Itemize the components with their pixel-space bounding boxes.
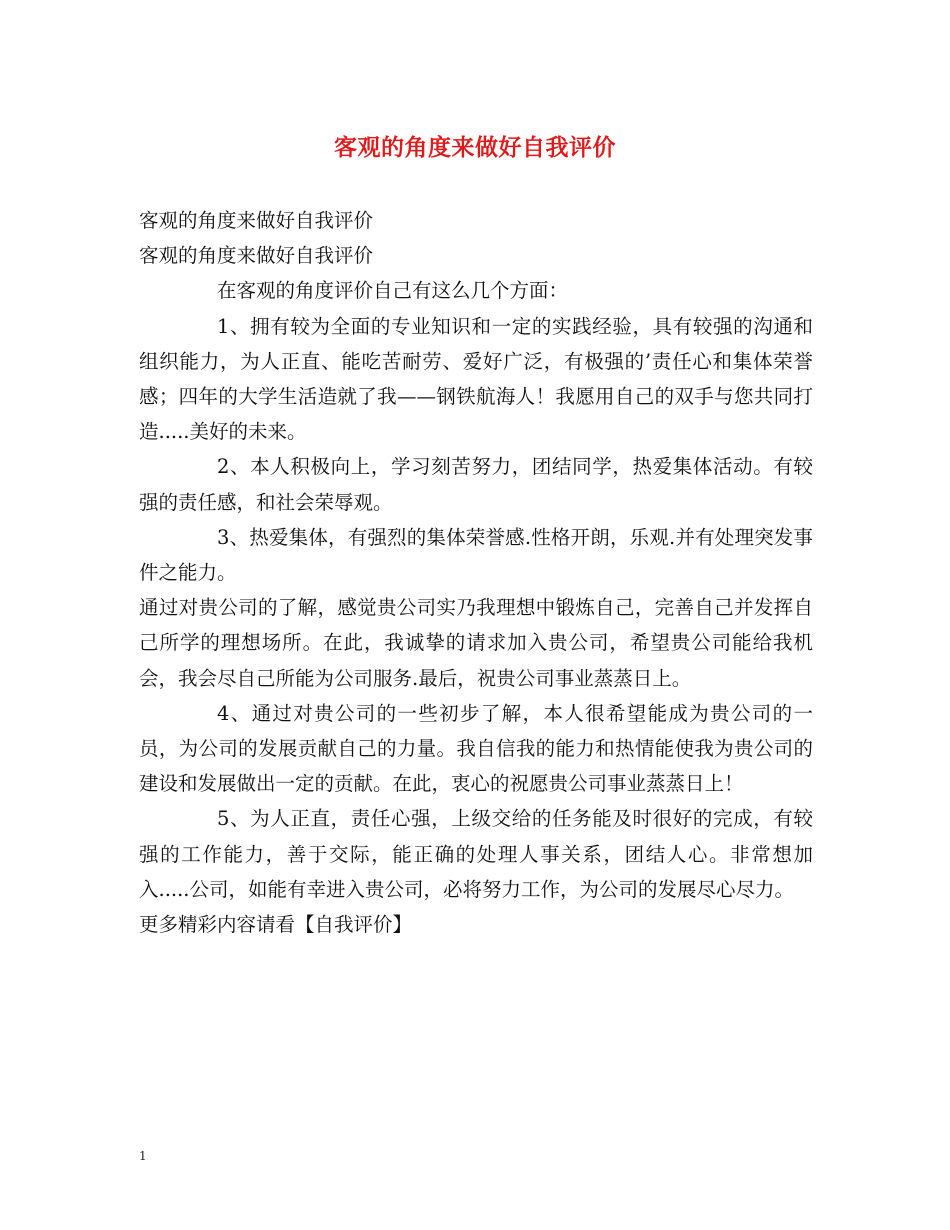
- paragraph-point-4: 4、通过对贵公司的一些初步了解，本人很希望能成为贵公司的一员，为公司的发展贡献自己的力量。我自信我的能力和热情能使我为贵公司的建设和发展做出一定的贡献。在此，衷心的祝愿贵公司事业蒸蒸日上！: [139, 701, 813, 796]
- paragraph-intro: 在客观的角度评价自己有这么几个方面：: [217, 279, 569, 303]
- paragraph-point-2: 2、本人积极向上，学习刻苦努力，团结同学，热爱集体活动。有较强的责任感，和社会荣辱观。: [139, 455, 813, 514]
- document-title: 客观的角度来做好自我评价: [334, 134, 616, 161]
- more-content-link[interactable]: 更多精彩内容请看【自我评价】: [139, 913, 413, 937]
- page-number: 1: [139, 1149, 147, 1163]
- paragraph-point-5: 5、为人正直，责任心强，上级交给的任务能及时很好的完成，有较强的工作能力，善于交际，能正确的处理人事关系，团结人心。非常想加入.....公司，如能有幸进入贵公司，必将努力工作，为公司的发展尽心尽力。: [139, 807, 813, 901]
- paragraph-point-1: 1、拥有较为全面的专业知识和一定的实践经验，具有较强的沟通和组织能力，为人正直、能吃苦耐劳、爱好广泛，有极强的’责任心和集体荣誉感；四年的大学生活造就了我——钢铁航海人！我愿用自己的双手与您共同打造.....美好的未来。: [139, 314, 813, 444]
- paragraph-heading-2: 客观的角度来做好自我评价: [139, 244, 374, 268]
- paragraph-heading-1: 客观的角度来做好自我评价: [139, 209, 374, 232]
- paragraph-company: 通过对贵公司的了解，感觉贵公司实乃我理想中锻炼自己，完善自己并发挥自己所学的理想场所。在此，我诚挚的请求加入贵公司，希望贵公司能给我机会，我会尽自己所能为公司服务.最后，祝贵公司事业蒸蒸日上。: [139, 596, 813, 690]
- paragraph-point-3: 3、热爱集体，有强烈的集体荣誉感.性格开朗，乐观.并有处理突发事件之能力。: [139, 525, 813, 585]
- document-body: [139, 203, 813, 942]
